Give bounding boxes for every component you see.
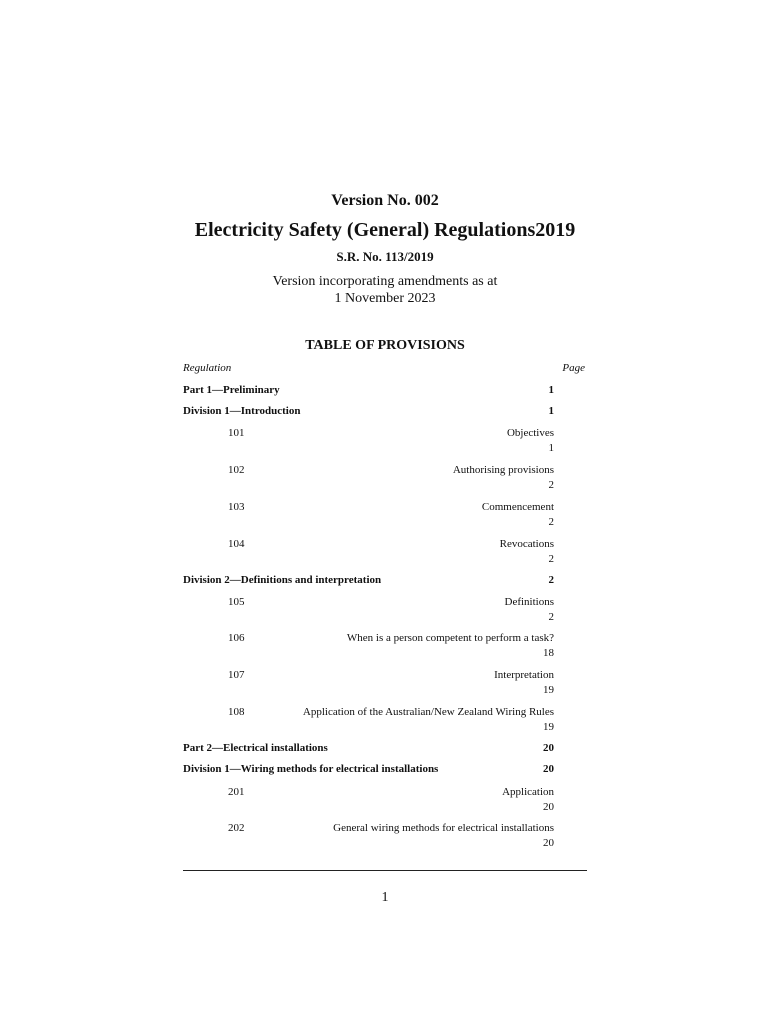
toc-reg-number: 102 bbox=[228, 464, 245, 476]
toc-reg-page: 2 bbox=[548, 553, 554, 565]
toc-reg-title[interactable]: Definitions bbox=[504, 596, 554, 608]
document-title: Electricity Safety (General) Regulations2019 bbox=[194, 219, 576, 241]
page-number: 1 bbox=[381, 890, 389, 905]
toc-part-label: Part 2—Electrical installations bbox=[183, 742, 328, 754]
toc-reg-title[interactable]: Objectives bbox=[506, 427, 554, 439]
toc-reg-title[interactable]: Commencement bbox=[481, 501, 554, 513]
toc-heading: TABLE OF PROVISIONS bbox=[305, 338, 465, 353]
footer-divider bbox=[183, 870, 587, 871]
toc-reg-title[interactable]: Revocations bbox=[499, 538, 554, 550]
toc-reg-page: 19 bbox=[543, 684, 554, 696]
toc-reg-number: 103 bbox=[228, 501, 245, 513]
toc-reg-page: 2 bbox=[548, 516, 554, 528]
toc-reg-number: 202 bbox=[228, 822, 245, 834]
incorporating-line-2: 1 November 2023 bbox=[334, 291, 436, 306]
toc-reg-title[interactable]: General wiring methods for electrical installations bbox=[333, 822, 554, 834]
incorporating-line-1: Version incorporating amendments as at bbox=[272, 274, 498, 289]
toc-reg-number: 106 bbox=[228, 632, 245, 644]
toc-reg-number: 107 bbox=[228, 669, 245, 681]
toc-reg-title[interactable]: Interpretation bbox=[494, 669, 554, 681]
toc-part-2[interactable] bbox=[183, 742, 554, 754]
toc-reg-number: 104 bbox=[228, 538, 245, 550]
toc-reg-number: 201 bbox=[228, 786, 245, 798]
toc-reg-number: 101 bbox=[228, 427, 245, 439]
toc-division-label: Division 2—Definitions and interpretation bbox=[183, 574, 382, 586]
sr-number: S.R. No. 113/2019 bbox=[336, 249, 434, 264]
toc-division-1-wiring-methods[interactable] bbox=[183, 763, 554, 775]
toc-reg-number: 105 bbox=[228, 596, 245, 608]
toc-reg-page: 2 bbox=[548, 479, 554, 491]
toc-part-page: 20 bbox=[543, 742, 554, 754]
toc-part-1[interactable] bbox=[183, 384, 554, 396]
toc-reg-page: 20 bbox=[543, 837, 554, 849]
version-number: Version No. 002 bbox=[331, 192, 439, 209]
toc-reg-page: 2 bbox=[548, 611, 554, 623]
toc-division-page: 1 bbox=[548, 405, 554, 417]
column-label-page: Page bbox=[562, 362, 585, 374]
toc-division-page: 20 bbox=[543, 763, 554, 775]
toc-reg-title[interactable]: Application bbox=[502, 786, 554, 798]
toc-division-page: 2 bbox=[548, 574, 554, 586]
toc-reg-page: 18 bbox=[543, 647, 554, 659]
toc-reg-page: 20 bbox=[543, 801, 554, 813]
toc-reg-page: 19 bbox=[543, 721, 554, 733]
toc-part-label: Part 1—Preliminary bbox=[183, 384, 280, 396]
toc-division-label: Division 1—Introduction bbox=[183, 405, 301, 417]
toc-division-1-introduction[interactable] bbox=[183, 405, 554, 417]
toc-reg-title[interactable]: When is a person competent to perform a task? bbox=[346, 632, 554, 644]
toc-reg-title[interactable]: Application of the Australian/New Zealand Wiring Rules bbox=[302, 706, 554, 718]
toc-reg-page: 1 bbox=[548, 442, 554, 454]
toc-part-page: 1 bbox=[548, 384, 554, 396]
toc-division-2-definitions[interactable] bbox=[183, 574, 554, 586]
toc-reg-number: 108 bbox=[228, 706, 245, 718]
column-label-regulation: Regulation bbox=[183, 362, 232, 374]
toc-division-label: Division 1—Wiring methods for electrical installations bbox=[183, 763, 439, 775]
toc-reg-title[interactable]: Authorising provisions bbox=[452, 464, 554, 476]
